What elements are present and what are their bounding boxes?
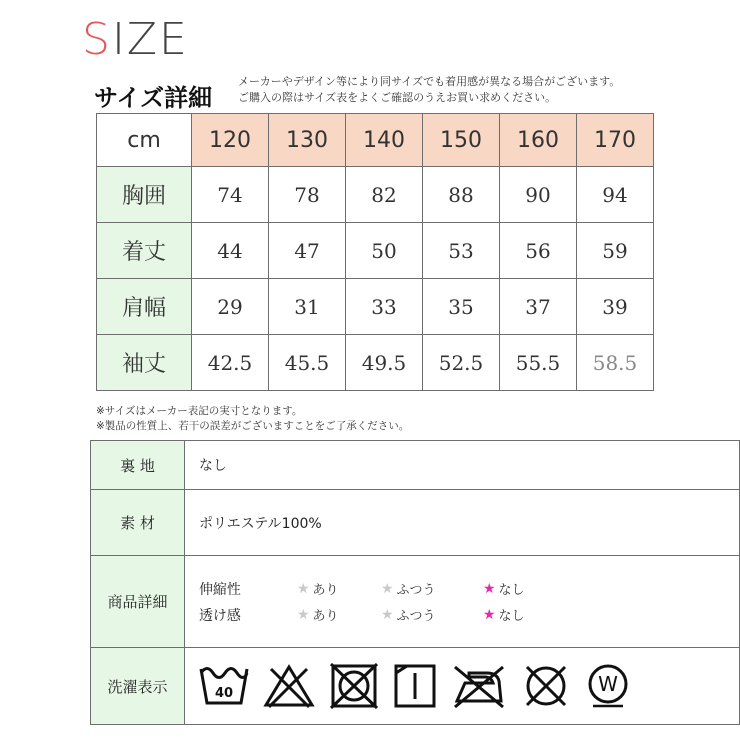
option-text: ふつう xyxy=(396,583,436,598)
no-iron-icon xyxy=(451,663,507,709)
option-yes xyxy=(297,579,359,598)
table-cell: 94 xyxy=(577,167,654,223)
star-icon: ★ xyxy=(296,606,310,623)
table-cell: 78 xyxy=(269,167,346,223)
size-header-cell: 160 xyxy=(500,114,577,167)
table-cell: 50 xyxy=(346,223,423,279)
line-dry-icon xyxy=(393,663,437,709)
option-normal xyxy=(381,605,461,624)
table-row xyxy=(97,279,654,335)
size-header-row xyxy=(97,114,654,167)
table-cell: 52.5 xyxy=(423,335,500,391)
size-table xyxy=(96,113,654,391)
option-text: あり xyxy=(312,583,339,598)
table-cell: 44 xyxy=(192,223,269,279)
row-label: 胸囲 xyxy=(97,167,192,223)
no-tumble-dry-icon xyxy=(329,663,379,709)
notice-line: メーカーやデザイン等により同サイズでも着用感が異なる場合がございます。 xyxy=(238,75,621,88)
size-header-cell: 170 xyxy=(577,114,654,167)
table-cell: 35 xyxy=(423,279,500,335)
table-cell: 29 xyxy=(192,279,269,335)
sheerness-label: 透け感 xyxy=(198,607,241,624)
size-header-cell: 150 xyxy=(423,114,500,167)
details-label: 商品詳細 xyxy=(91,556,185,648)
wet-clean-letter: W xyxy=(598,672,618,696)
size-header-cell: 140 xyxy=(346,114,423,167)
sheerness-row xyxy=(199,602,739,628)
wash-temp-label: 40 xyxy=(214,686,233,701)
table-cell: 74 xyxy=(192,167,269,223)
option-text: ふつう xyxy=(396,609,436,624)
table-cell: 55.5 xyxy=(500,335,577,391)
unit-cell: cm xyxy=(97,114,192,167)
no-bleach-icon xyxy=(263,663,315,709)
table-cell: 31 xyxy=(269,279,346,335)
size-table-notes xyxy=(96,404,409,434)
row-label: 肩幅 xyxy=(97,279,192,335)
care-icons xyxy=(184,648,739,725)
table-cell: 39 xyxy=(577,279,654,335)
star-icon: ★ xyxy=(482,606,496,623)
wet-clean-icon xyxy=(585,663,631,709)
star-icon: ★ xyxy=(296,580,310,597)
note-line: ※製品の性質上、若干の誤差がございますことをご了承ください。 xyxy=(96,420,410,432)
table-row xyxy=(97,335,654,391)
table-cell: 88 xyxy=(423,167,500,223)
size-header-cell: 120 xyxy=(192,114,269,167)
table-row xyxy=(97,223,654,279)
option-normal xyxy=(381,579,461,598)
option-text: あり xyxy=(312,609,339,624)
table-cell: 33 xyxy=(346,279,423,335)
lining-row xyxy=(91,441,740,490)
table-cell: 56 xyxy=(500,223,577,279)
material-value: ポリエステル100% xyxy=(184,490,739,556)
row-label: 袖丈 xyxy=(97,335,192,391)
star-icon: ★ xyxy=(380,580,394,597)
details-value xyxy=(184,556,739,648)
option-text: なし xyxy=(498,583,525,598)
details-row xyxy=(91,556,740,648)
care-label: 洗濯表示 xyxy=(91,648,185,725)
material-label: 素 材 xyxy=(91,490,185,556)
wash-40-icon xyxy=(199,663,249,709)
size-header-cell: 130 xyxy=(269,114,346,167)
notice-line: ご購入の際はサイズ表をよくご確認のうえお買い求めください。 xyxy=(238,91,557,104)
note-line: ※サイズはメーカー表記の実寸となります。 xyxy=(96,405,303,417)
table-cell: 45.5 xyxy=(269,335,346,391)
option-yes xyxy=(297,605,359,624)
table-cell: 90 xyxy=(500,167,577,223)
option-none-selected xyxy=(483,579,525,598)
no-dry-clean-icon xyxy=(521,663,571,709)
option-text: なし xyxy=(498,609,525,624)
option-none-selected xyxy=(483,605,525,624)
product-info-table xyxy=(90,440,740,725)
star-icon: ★ xyxy=(380,606,394,623)
lining-label: 裏 地 xyxy=(91,441,185,490)
table-cell: 37 xyxy=(500,279,577,335)
stretch-row xyxy=(199,576,739,602)
size-notice xyxy=(238,74,620,106)
star-icon: ★ xyxy=(482,580,496,597)
table-cell: 53 xyxy=(423,223,500,279)
table-cell: 47 xyxy=(269,223,346,279)
section-title: サイズ詳細 xyxy=(94,84,213,112)
material-row xyxy=(91,490,740,556)
table-cell: 58.5 xyxy=(577,335,654,391)
table-row xyxy=(97,167,654,223)
care-row xyxy=(91,648,740,725)
size-title: SIZE xyxy=(82,14,189,65)
lining-value: なし xyxy=(184,441,739,490)
table-cell: 82 xyxy=(346,167,423,223)
row-label: 着丈 xyxy=(97,223,192,279)
table-cell: 59 xyxy=(577,223,654,279)
table-cell: 42.5 xyxy=(192,335,269,391)
stretch-label: 伸縮性 xyxy=(198,581,241,598)
table-cell: 49.5 xyxy=(346,335,423,391)
